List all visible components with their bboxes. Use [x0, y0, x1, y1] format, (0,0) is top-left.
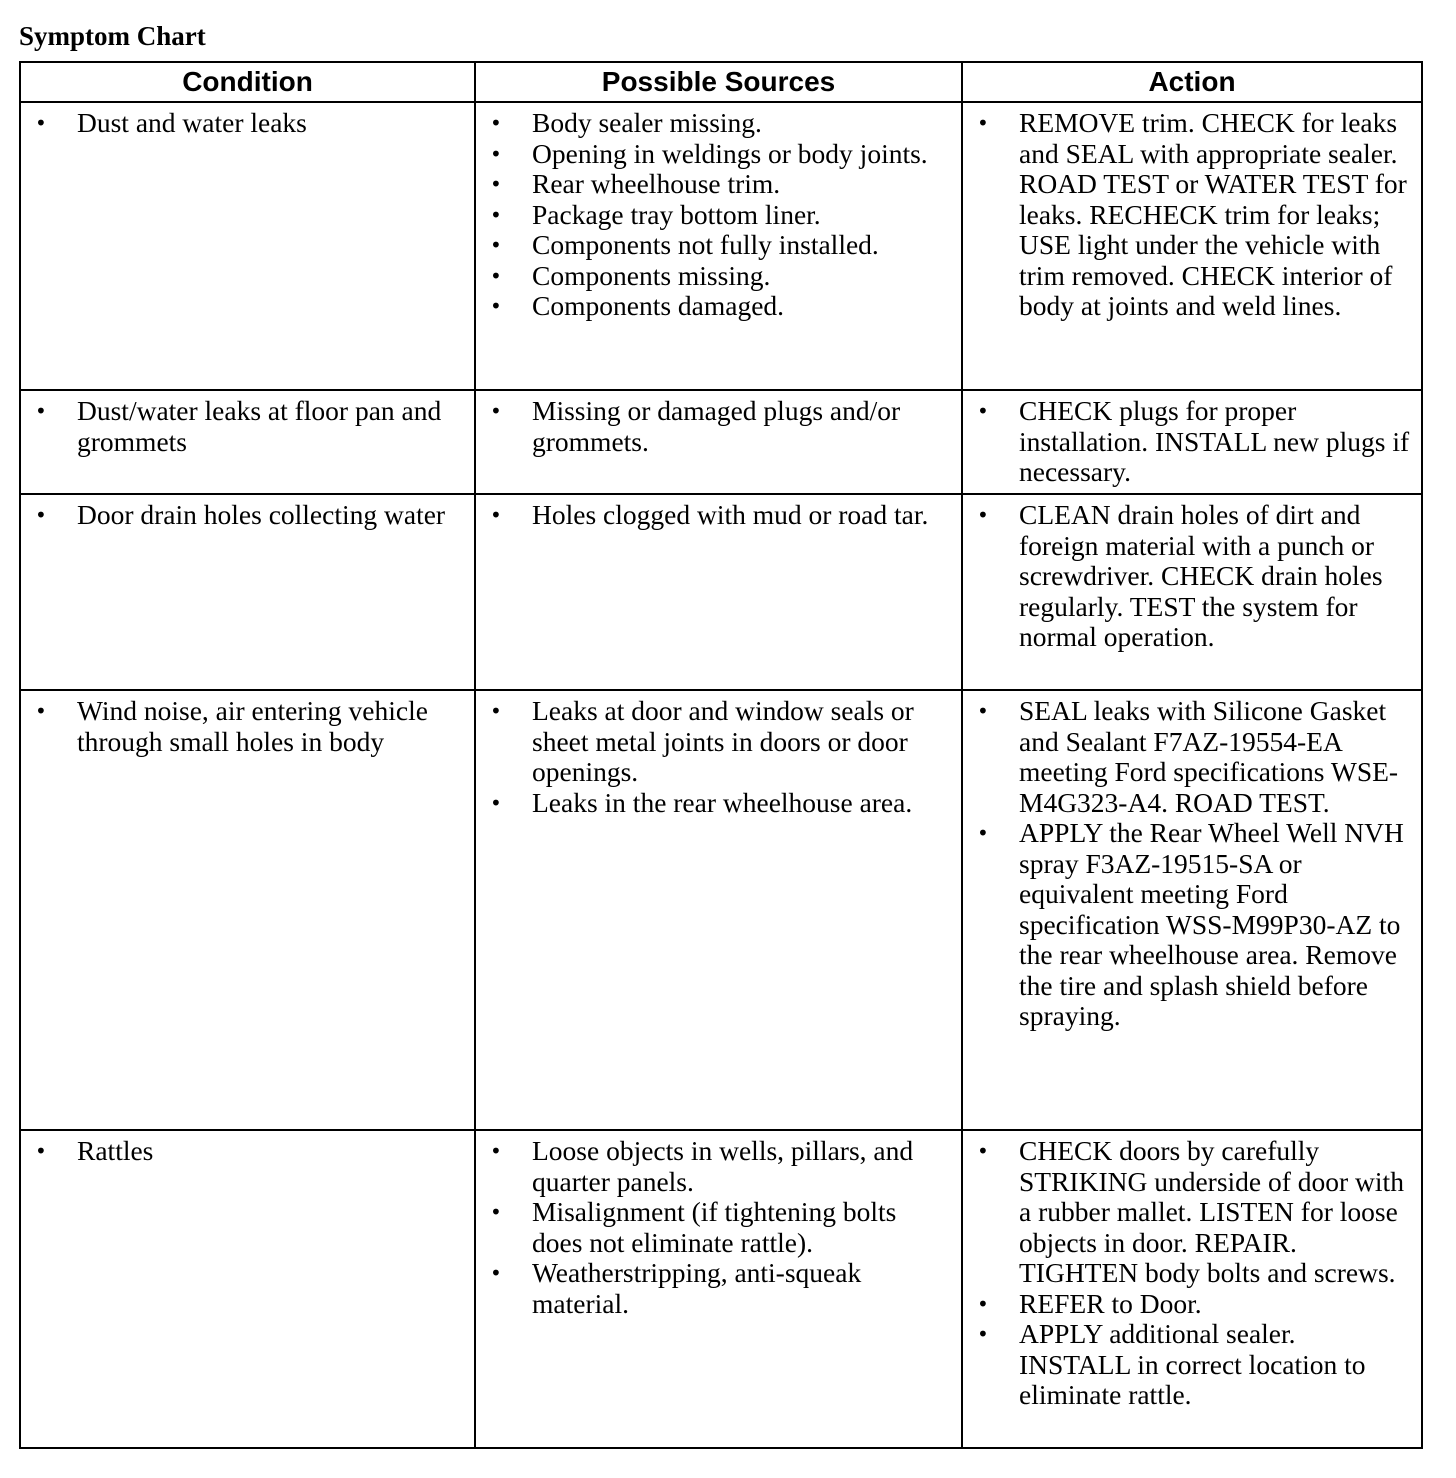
list-item-text: Dust/water leaks at floor pan and grommets	[77, 395, 442, 457]
symptom-table	[19, 61, 1423, 1449]
bullet-icon: •	[490, 172, 502, 196]
list-item-text: Loose objects in wells, pillars, and quarter panels.	[532, 1135, 914, 1197]
sources-cell	[475, 494, 962, 690]
bullet-icon: •	[490, 263, 502, 288]
bullet-icon: •	[490, 790, 502, 815]
list-item-text: Wind noise, air entering vehicle through small holes in body	[77, 695, 428, 757]
condition-cell	[20, 690, 475, 1130]
list-item-text: Holes clogged with mud or road tar.	[532, 499, 929, 530]
list-item	[476, 108, 951, 139]
table-row	[20, 1130, 1422, 1448]
bullet-icon: •	[977, 1291, 989, 1316]
list-item-text: REMOVE trim. CHECK for leaks and SEAL with appropriate sealer. ROAD TEST or WATER TEST for leaks. RECHECK trim for leaks; USE light under the vehicle with trim removed. CHECK interior of body at joints and weld lines.	[1019, 107, 1407, 321]
list-item-text: Misalignment (if tightening bolts does not eliminate rattle).	[532, 1196, 897, 1258]
list-item-text: Components not fully installed.	[532, 229, 879, 260]
list-item	[476, 230, 951, 261]
list-item	[476, 696, 951, 788]
list-item	[963, 396, 1411, 488]
list-item	[963, 1136, 1411, 1289]
list-item	[963, 818, 1411, 1032]
bullet-icon: •	[490, 399, 502, 423]
list-item	[21, 500, 464, 531]
list-item	[476, 788, 951, 819]
list-item	[963, 1289, 1411, 1320]
bullet-list	[476, 396, 951, 457]
condition-cell	[20, 390, 475, 494]
bullet-list	[963, 1136, 1411, 1411]
bullet-icon: •	[490, 141, 502, 166]
action-cell	[962, 494, 1422, 690]
action-cell	[962, 690, 1422, 1130]
bullet-list	[21, 108, 464, 139]
action-cell	[962, 1130, 1422, 1448]
list-item	[476, 200, 951, 231]
bullet-icon: •	[490, 503, 502, 527]
list-item	[476, 261, 951, 292]
bullet-list	[21, 696, 464, 757]
bullet-icon: •	[977, 821, 989, 845]
table-row	[20, 390, 1422, 494]
list-item	[963, 108, 1411, 322]
bullet-icon: •	[35, 111, 47, 135]
list-item	[963, 500, 1411, 653]
list-item-text: APPLY the Rear Wheel Well NVH spray F3AZ-19515-SA or equivalent meeting Ford specification WSS-M99P30-AZ to the rear wheelhouse area. Remove the tire and splash shield before spraying.	[1019, 817, 1404, 1031]
list-item-text: Door drain holes collecting water	[77, 499, 446, 530]
header-row	[20, 62, 1422, 102]
bullet-list	[21, 396, 464, 457]
bullet-list	[476, 500, 951, 531]
list-item-text: CLEAN drain holes of dirt and foreign material with a punch or screwdriver. CHECK drain holes regularly. TEST the system for normal operation.	[1019, 499, 1383, 652]
list-item-text: REFER to Door.	[1019, 1287, 1202, 1319]
bullet-icon: •	[35, 399, 47, 423]
list-item	[476, 139, 951, 170]
bullet-list	[963, 108, 1411, 322]
bullet-icon: •	[490, 233, 502, 257]
list-item-text: Leaks in the rear wheelhouse area.	[532, 786, 913, 818]
condition-cell	[20, 494, 475, 690]
list-item	[476, 169, 951, 200]
list-item	[21, 696, 464, 757]
list-item	[21, 108, 464, 139]
list-item-text: Package tray bottom liner.	[532, 198, 821, 230]
list-item-text: CHECK doors by carefully STRIKING underside of door with a rubber mallet. LISTEN for loose objects in door. REPAIR. TIGHTEN body bolts and screws.	[1019, 1135, 1404, 1288]
table-row	[20, 690, 1422, 1130]
bullet-icon: •	[977, 399, 989, 423]
list-item-text: CHECK plugs for proper installation. INSTALL new plugs if necessary.	[1019, 395, 1410, 487]
list-item-text: Dust and water leaks	[77, 107, 307, 138]
column-header-action: Action	[962, 62, 1422, 102]
bullet-icon: •	[35, 699, 47, 723]
list-item	[476, 1197, 951, 1258]
bullet-icon: •	[977, 111, 989, 135]
list-item	[476, 396, 951, 457]
list-item-text: Leaks at door and window seals or sheet metal joints in doors or door openings.	[532, 695, 914, 787]
bullet-icon: •	[977, 503, 989, 527]
list-item	[476, 500, 951, 531]
bullet-list	[21, 500, 464, 531]
condition-cell	[20, 1130, 475, 1448]
bullet-icon: •	[490, 1200, 502, 1224]
sources-cell	[475, 1130, 962, 1448]
bullet-icon: •	[35, 503, 47, 527]
list-item-text: Components missing.	[532, 259, 771, 291]
list-item	[21, 396, 464, 457]
bullet-icon: •	[977, 1139, 989, 1163]
bullet-icon: •	[490, 202, 502, 227]
bullet-list	[476, 696, 951, 818]
bullet-icon: •	[490, 111, 502, 135]
action-cell	[962, 390, 1422, 494]
bullet-icon: •	[977, 699, 989, 723]
bullet-icon: •	[490, 699, 502, 723]
page-title: Symptom Chart	[19, 21, 206, 51]
list-item-text: Components damaged.	[532, 290, 785, 321]
list-item	[21, 1136, 464, 1167]
list-item	[476, 1258, 951, 1319]
bullet-list	[21, 1136, 464, 1167]
list-item-text: Opening in weldings or body joints.	[532, 137, 928, 169]
bullet-list	[476, 108, 951, 322]
list-item-text: Weatherstripping, anti-squeak material.	[532, 1257, 862, 1319]
bullet-icon: •	[490, 294, 502, 318]
bullet-list	[963, 396, 1411, 488]
table-row	[20, 494, 1422, 690]
column-header-sources: Possible Sources	[475, 62, 962, 102]
sources-cell	[475, 390, 962, 494]
bullet-icon: •	[490, 1261, 502, 1285]
list-item	[963, 1319, 1411, 1411]
list-item-text: Missing or damaged plugs and/or grommets.	[532, 395, 901, 457]
bullet-icon: •	[490, 1139, 502, 1163]
table-row	[20, 102, 1422, 390]
list-item-text: Body sealer missing.	[532, 107, 762, 138]
column-header-condition: Condition	[20, 62, 475, 102]
bullet-list	[963, 696, 1411, 1032]
sources-cell	[475, 690, 962, 1130]
bullet-list	[963, 500, 1411, 653]
condition-cell	[20, 102, 475, 390]
list-item	[476, 291, 951, 322]
bullet-list	[476, 1136, 951, 1319]
list-item-text: Rattles	[77, 1135, 154, 1166]
list-item-text: Rear wheelhouse trim.	[532, 168, 781, 199]
bullet-icon: •	[977, 1322, 989, 1346]
list-item-text: APPLY additional sealer. INSTALL in correct location to eliminate rattle.	[1019, 1318, 1366, 1410]
sources-cell	[475, 102, 962, 390]
list-item	[476, 1136, 951, 1197]
list-item-text: SEAL leaks with Silicone Gasket and Sealant F7AZ-19554-EA meeting Ford specifications WSE-M4G323-A4. ROAD TEST.	[1019, 695, 1399, 818]
action-cell	[962, 102, 1422, 390]
bullet-icon: •	[35, 1139, 47, 1163]
list-item	[963, 696, 1411, 818]
